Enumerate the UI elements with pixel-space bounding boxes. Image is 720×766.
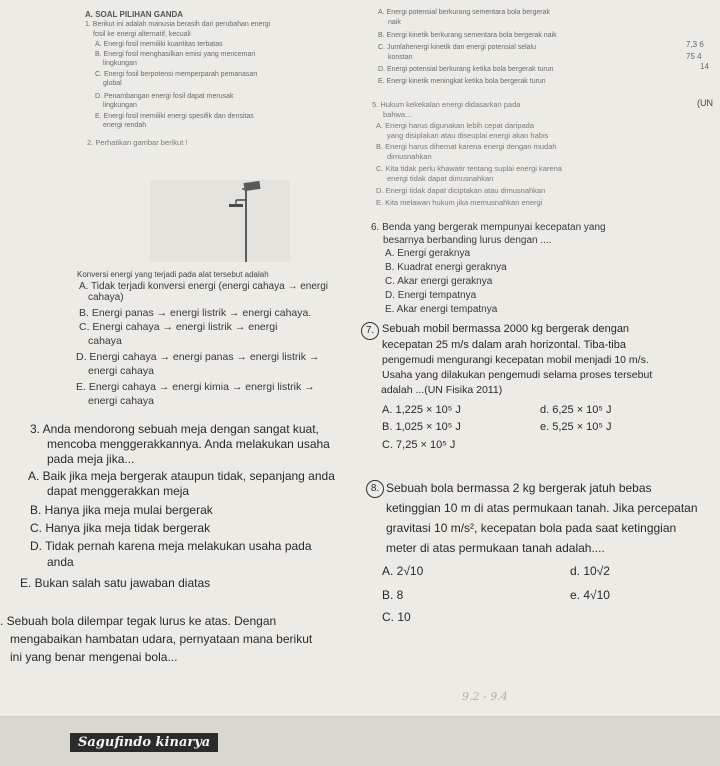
q3-option-d-cont: anda — [47, 555, 74, 569]
corner-note-3: 14 — [700, 62, 709, 71]
q5-option-c: C. Kita tidak perlu khawatir tentang suplai energi karena — [376, 164, 562, 173]
q2-caption: Konversi energi yang terjadi pada alat tersebut adalah — [77, 270, 269, 279]
q8-option-a: A. 2√10 — [382, 564, 424, 578]
q3-option-c: C. Hanya jika meja tidak bergerak — [30, 521, 211, 535]
q7-number: 7. — [361, 322, 379, 340]
q7-option-b: B. 1,025 × 10⁵ J — [382, 421, 461, 433]
q1-option-c-cont: global — [103, 80, 122, 87]
q5-option-e: E. Kita melawan hukum jika memusnahkan energi — [376, 198, 543, 207]
q3-option-a-cont: dapat menggerakkan meja — [47, 484, 190, 498]
q2-option-c-cont: cahaya — [88, 335, 122, 347]
q3-option-b: B. Hanya jika meja mulai bergerak — [30, 503, 213, 517]
corner-note-1: 7,3 6 — [686, 40, 704, 49]
corner-note-4: (UN — [697, 98, 713, 108]
q7-option-e: e. 5,25 × 10⁵ J — [540, 421, 612, 433]
handwritten-scribble: 9.2 - 9.4 — [462, 690, 508, 703]
q4-option-b: B. Energi kinetik berkurang sementara bola bergerak naik — [378, 32, 557, 39]
q8-stem-cont1: ketinggian 10 m di atas permukaan tanah. Jika percepatan — [386, 501, 698, 515]
q5-option-a: A. Energi harus digunakan lebih cepat daripada — [376, 121, 535, 130]
q1-option-b: B. Energi fosil menghasilkan emisi yang mencemari — [95, 51, 256, 58]
q5-stem: 5. Hukum kekekalan energi didasarkan pada — [372, 100, 521, 109]
q1-stem: 1. Berikut ini adalah manusia berasih dari perubahan energi — [85, 21, 271, 28]
q4-option-c: C. Jumlahenergi kinetik dan energi potensial selalu — [378, 44, 536, 51]
q6-stem-cont: besarnya berbanding lurus dengan .... — [383, 235, 552, 246]
q1-option-c: C. Energi fosil berpotensi memperparah pemanasan — [95, 71, 258, 78]
q7-stem-cont3: Usaha yang dilakukan pengemudi selama proses tersebut — [382, 369, 653, 381]
q4-stem-cont1: mengabaikan hambatan udara, pernyataan mana berikut — [10, 632, 313, 646]
q2-stem: 2. Perhatikan gambar berikut ! — [87, 138, 188, 147]
q5-option-b-cont: dimusnahkan — [387, 152, 432, 161]
q7-stem-cont2: pengemudi mengurangi kecepatan mobil menjadi 10 m/s. — [382, 354, 649, 366]
corner-note-2: 75 4 — [686, 52, 702, 61]
q7-stem-cont1: kecepatan 25 m/s dalam arah horizontal. Tiba-tiba — [382, 339, 626, 351]
q7-option-d: d. 6,25 × 10⁵ J — [540, 404, 612, 416]
q1-option-e-cont: energi rendah — [103, 122, 147, 129]
q5-option-c-cont: energi tidak dapat dimusnahkan — [387, 174, 494, 183]
q8-option-d: d. 10√2 — [570, 564, 610, 578]
q6-option-a: A. Energi geraknya — [385, 248, 471, 259]
q2-option-d-cont: energi cahaya — [88, 365, 154, 377]
q2-option-a: A. Tidak terjadi konversi energi (energi cahaya → energi — [79, 281, 329, 292]
solar-streetlight-image — [150, 180, 290, 262]
q8-stem-cont3: meter di atas permukaan tanah adalah.... — [386, 541, 605, 555]
footer-divider — [0, 716, 720, 717]
q1-option-d: D. Penambangan energi fosil dapat merusak — [95, 93, 234, 100]
q6-stem: 6. Benda yang bergerak mempunyai kecepatan yang — [371, 222, 606, 233]
q4-stem-cont2: ini yang benar mengenai bola... — [10, 650, 178, 664]
q6-option-e: E. Akar energi tempatnya — [385, 304, 498, 315]
q1-option-b-cont: lingkungan — [103, 60, 137, 67]
q3-stem: 3. Anda mendorong sebuah meja dengan sangat kuat, — [30, 422, 319, 436]
q2-option-b: B. Energi panas → energi listrik → energi cahaya. — [79, 307, 312, 319]
q8-stem-cont2: gravitasi 10 m/s², kecepatan bola pada saat ketinggian — [386, 521, 677, 535]
q3-stem-cont2: pada meja jika... — [47, 452, 135, 466]
q7-stem-cont4: adalah ...(UN Fisika 2011) — [381, 384, 503, 396]
q6-option-b: B. Kuadrat energi geraknya — [385, 262, 507, 273]
section-heading: A. SOAL PILIHAN GANDA — [85, 10, 184, 19]
q7-stem: Sebuah mobil bermassa 2000 kg bergerak dengan — [382, 323, 630, 335]
q3-option-a: A. Baik jika meja bergerak ataupun tidak, sepanjang anda — [28, 469, 335, 483]
q8-stem: Sebuah bola bermassa 2 kg bergerak jatuh bebas — [386, 481, 652, 495]
q2-option-e: E. Energi cahaya → energi kimia → energi listrik → — [76, 381, 315, 393]
q1-option-e: E. Energi fosil memiliki energi spesifik dan densitas — [95, 113, 254, 120]
q2-option-c: C. Energi cahaya → energi listrik → energi — [79, 321, 278, 333]
q7-option-a: A. 1,225 × 10⁵ J — [382, 404, 461, 416]
q8-option-b: B. 8 — [382, 588, 404, 602]
q4-option-a: A. Energi potensial berkurang sementara bola bergerak — [378, 9, 550, 16]
publisher-logo-text: Sagufindo kinarya — [70, 733, 218, 752]
q2-option-a-cont: cahaya) — [88, 292, 124, 303]
q2-option-e-cont: energi cahaya — [88, 395, 154, 407]
q5-stem-cont: bahwa... — [383, 110, 412, 119]
q4-option-a-cont: naik — [388, 19, 401, 26]
q7-option-c: C. 7,25 × 10⁵ J — [382, 439, 456, 451]
q1-option-d-cont: lingkungan — [103, 102, 137, 109]
q8-option-e: e. 4√10 — [570, 588, 610, 602]
q6-option-c: C. Akar energi geraknya — [385, 276, 493, 287]
q4-option-c-cont: konstan — [388, 54, 413, 61]
q3-stem-cont1: mencoba menggerakkannya. Anda melakukan usaha — [47, 437, 330, 451]
q8-option-c: C. 10 — [382, 610, 411, 624]
q1-option-a: A. Energi fosil memiliki kuantitas terbatas — [95, 41, 223, 48]
q2-option-d: D. Energi cahaya → energi panas → energi listrik → — [76, 351, 320, 363]
q3-option-e: E. Bukan salah satu jawaban diatas — [20, 576, 211, 590]
q4-option-d: D. Energi potensial berkurang ketika bola bergerak turun — [378, 66, 554, 73]
q5-option-a-cont: yang disiplakan atau diseuplai energi akan habis — [387, 131, 549, 140]
q8-number: 8. — [366, 480, 384, 498]
q5-option-d: D. Energi tidak dapat diciptakan atau dimusnahkan — [376, 186, 546, 195]
q3-option-d: D. Tidak pernah karena meja melakukan usaha pada — [30, 539, 312, 553]
q4-option-e: E. Energi kinetik meningkat ketika bola bergerak turun — [378, 78, 546, 85]
q1-stem-cont: fosil ke energi alternatif, kecuali — [93, 31, 191, 38]
q4-stem: . Sebuah bola dilempar tegak lurus ke atas. Dengan — [0, 614, 277, 628]
q5-option-b: B. Energi harus dihemat karena energi dengan mudah — [376, 142, 557, 151]
q6-option-d: D. Energi tempatnya — [385, 290, 477, 301]
